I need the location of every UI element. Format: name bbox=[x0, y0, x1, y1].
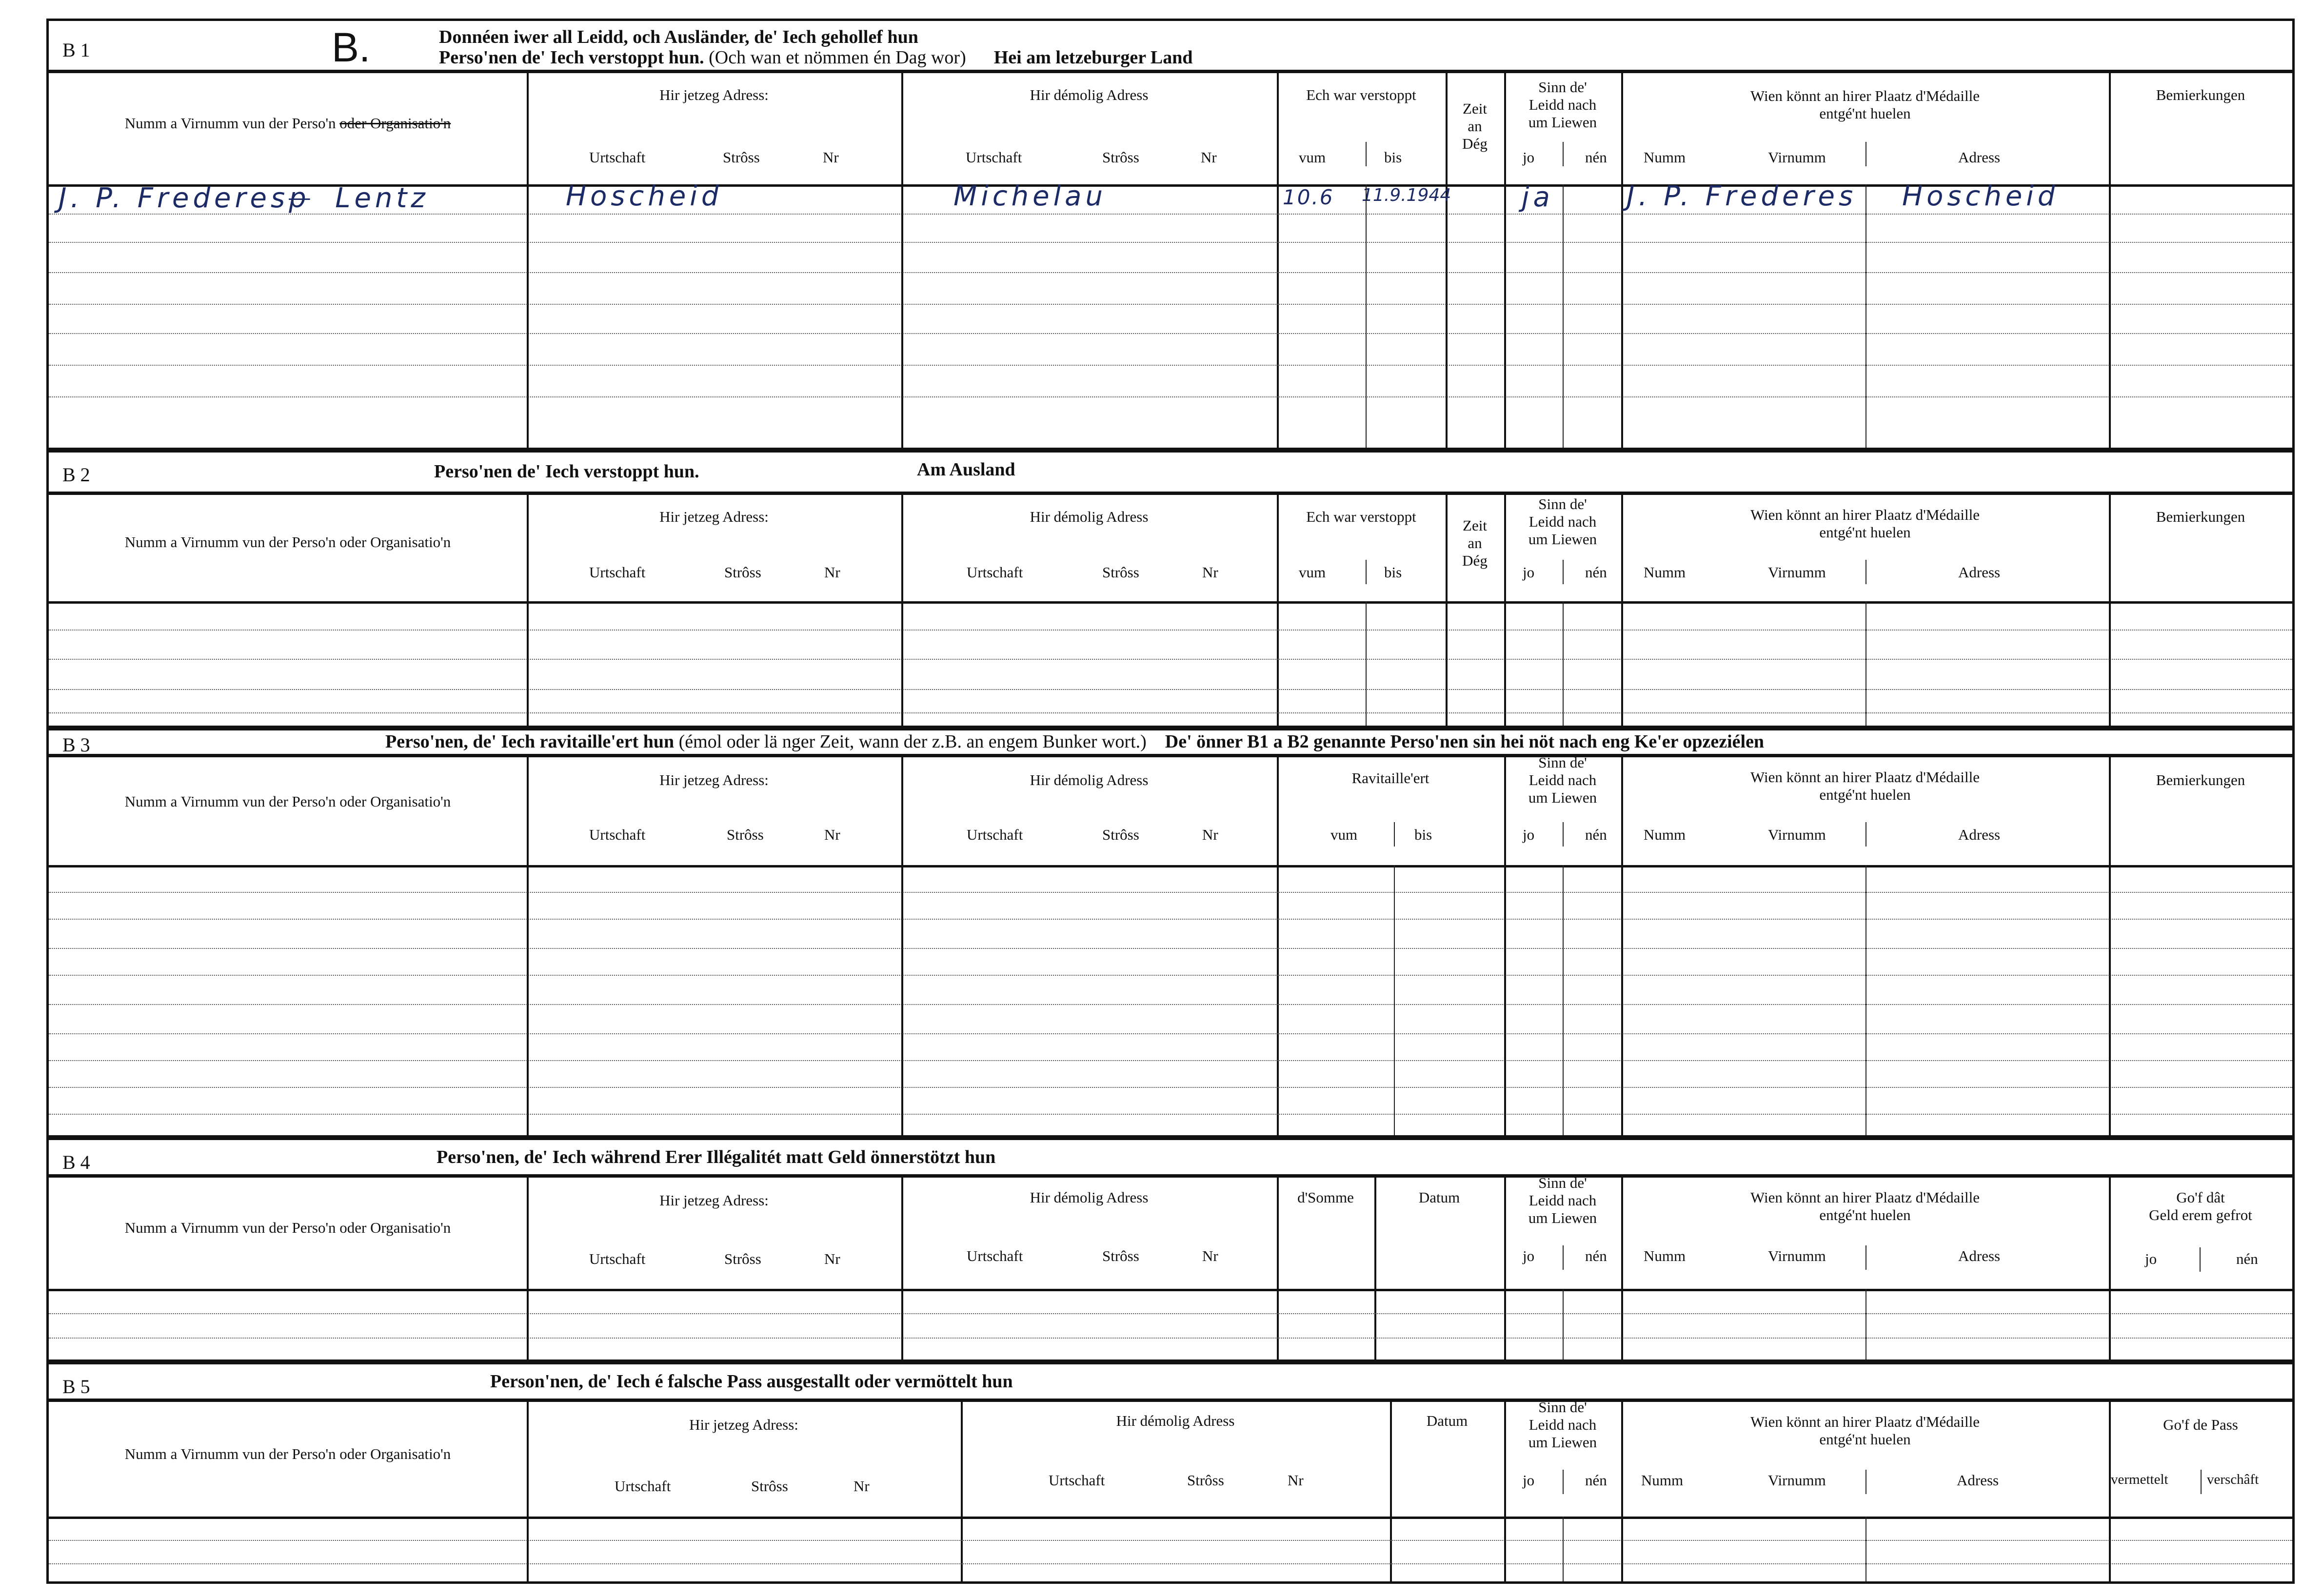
hw-medal-address: Hoscheid bbox=[1902, 180, 2059, 212]
section-b1 bbox=[46, 19, 2295, 450]
alive-header: Sinn de' Leidd nach um Liewen bbox=[1528, 1174, 1597, 1226]
subcolumn-separator bbox=[1563, 865, 1564, 1135]
to-label: bis bbox=[1414, 826, 1432, 843]
remarks-header: Bemierkungen bbox=[2156, 86, 2245, 103]
name-column-header: Numm a Virnumm vun der Perso'n oder Organisatio'n bbox=[124, 533, 451, 551]
current-address-header: Hir jetzeg Adress: bbox=[659, 771, 769, 788]
surname-label: Numm bbox=[1644, 564, 1686, 581]
medal-header: Wien könnt an hirer Plaatz d'Médaille entgé'nt huelen bbox=[1750, 506, 1980, 541]
section-title: Perso'nen, de' Iech ravitaille'ert hun (émol oder lä nger Zeit, wann der z.B. an engem Bunker wort.) De' önner B1 a B2 genannte Perso'nen sin hei nöt nach eng Ke'er opzeziélen bbox=[385, 731, 1765, 752]
no-label: nén bbox=[1585, 564, 1607, 581]
name-column-header: Numm a Virnumm vun der Perso'n oder Organisatio'n bbox=[124, 1445, 451, 1462]
yes-label: jo bbox=[1523, 1247, 1535, 1264]
former-address-header: Hir démolig Adress bbox=[1030, 771, 1149, 788]
nr-label: Nr bbox=[1201, 149, 1217, 166]
current-address-header: Hir jetzeg Adress: bbox=[659, 86, 769, 103]
no-label: nén bbox=[1585, 1247, 1607, 1264]
title-line-2: Perso'nen de' Iech verstoppt hun. (Och wan et nömmen én Dag wor) Hei am letzeburger Land bbox=[439, 47, 1193, 68]
town-label: Urtschaft bbox=[967, 826, 1023, 843]
section-title: Perso'nen de' Iech verstoppt hun. bbox=[434, 461, 699, 482]
town-label: Urtschaft bbox=[589, 564, 646, 581]
nr-label: Nr bbox=[824, 826, 840, 843]
subcolumn-separator bbox=[1366, 560, 1367, 584]
address-label: Adress bbox=[1958, 564, 2001, 581]
subcolumn-separator bbox=[1366, 601, 1367, 726]
street-label: Strôss bbox=[1102, 826, 1139, 843]
subcolumn-separator bbox=[1563, 822, 1564, 847]
town-label: Urtschaft bbox=[1049, 1472, 1105, 1489]
subcolumn-separator bbox=[1563, 1289, 1564, 1360]
section-letter: B. bbox=[332, 24, 371, 70]
current-address-header: Hir jetzeg Adress: bbox=[689, 1416, 798, 1433]
subcolumn-separator bbox=[1563, 560, 1564, 584]
sum-header: d'Somme bbox=[1297, 1189, 1354, 1206]
street-label: Strôss bbox=[723, 149, 760, 166]
section-b1-header bbox=[49, 21, 2292, 73]
issued-label: verschâft bbox=[2207, 1472, 2259, 1487]
section-b4-rows bbox=[49, 1289, 2292, 1360]
to-label: bis bbox=[1384, 149, 1402, 166]
section-b5-rows bbox=[49, 1517, 2292, 1581]
firstname-label: Virnumm bbox=[1768, 1247, 1826, 1264]
days-header: Zeit an Dég bbox=[1462, 100, 1488, 152]
former-address-header: Hir démolig Adress bbox=[1030, 86, 1149, 103]
yes-label: jo bbox=[1523, 564, 1535, 581]
no-label: nén bbox=[1585, 826, 1607, 843]
yes-label: jo bbox=[2145, 1250, 2157, 1267]
town-label: Urtschaft bbox=[589, 1250, 646, 1267]
medal-header: Wien könnt an hirer Plaatz d'Médaille entgé'nt huelen bbox=[1750, 1189, 1980, 1223]
town-label: Urtschaft bbox=[966, 149, 1022, 166]
subcolumn-separator bbox=[1865, 184, 1866, 448]
street-label: Strôss bbox=[727, 826, 764, 843]
money-returned-header: Go'f dât Geld erem gefrot bbox=[2149, 1189, 2252, 1223]
remarks-header: Bemierkungen bbox=[2156, 771, 2245, 788]
section-b2-rows bbox=[49, 601, 2292, 726]
date-header: Datum bbox=[1426, 1412, 1468, 1429]
firstname-label: Virnumm bbox=[1768, 1472, 1826, 1489]
yes-label: jo bbox=[1523, 149, 1535, 166]
section-title: Person'nen, de' Iech é falsche Pass ausgestallt oder vermöttelt hun bbox=[490, 1371, 1013, 1392]
column-header-row bbox=[49, 1399, 2292, 1519]
town-label: Urtschaft bbox=[589, 149, 646, 166]
mediated-label: vermettelt bbox=[2111, 1472, 2168, 1487]
days-header: Zeit an Dég bbox=[1462, 517, 1488, 569]
nr-label: Nr bbox=[824, 564, 840, 581]
name-column-header: Numm a Virnumm vun der Perso'n oder Organisatio'n bbox=[124, 115, 451, 132]
section-b2 bbox=[46, 450, 2295, 728]
hw-hidden-to: 11.9.1944 bbox=[1362, 185, 1451, 205]
subcolumn-separator bbox=[1563, 142, 1564, 166]
hw-hidden-from: 10.6 bbox=[1283, 185, 1334, 209]
supplied-header: Ravitaille'ert bbox=[1351, 769, 1429, 787]
town-label: Urtschaft bbox=[967, 564, 1023, 581]
nr-label: Nr bbox=[1202, 826, 1218, 843]
column-header-row bbox=[49, 754, 2292, 867]
nr-label: Nr bbox=[853, 1478, 870, 1495]
section-code: B 3 bbox=[62, 734, 90, 756]
section-b4 bbox=[46, 1138, 2295, 1362]
street-label: Strôss bbox=[1102, 564, 1139, 581]
address-label: Adress bbox=[1958, 826, 2001, 843]
street-label: Strôss bbox=[724, 1250, 761, 1267]
nr-label: Nr bbox=[1202, 564, 1218, 581]
subcolumn-separator bbox=[1865, 1289, 1866, 1360]
section-b5-header bbox=[49, 1364, 2292, 1402]
subcolumn-separator bbox=[1366, 184, 1367, 448]
street-label: Strôss bbox=[1102, 1247, 1139, 1264]
section-b3 bbox=[46, 728, 2295, 1138]
from-label: vum bbox=[1299, 149, 1326, 166]
subcolumn-separator bbox=[1366, 142, 1367, 166]
from-label: vum bbox=[1330, 826, 1358, 843]
nr-label: Nr bbox=[824, 1250, 840, 1267]
section-title: Perso'nen, de' Iech während Erer Illégalitét matt Geld önnerstötzt hun bbox=[437, 1147, 996, 1167]
subcolumn-separator bbox=[1394, 865, 1395, 1135]
subcolumn-separator bbox=[1865, 1517, 1866, 1581]
to-label: bis bbox=[1384, 564, 1402, 581]
firstname-label: Virnumm bbox=[1768, 564, 1826, 581]
pass-header: Go'f de Pass bbox=[2163, 1416, 2238, 1433]
hw-medal-name: J. P. Frederes bbox=[1627, 180, 1857, 212]
section-b5 bbox=[46, 1362, 2295, 1584]
address-label: Adress bbox=[1957, 1472, 1999, 1489]
subcolumn-separator bbox=[1394, 822, 1395, 847]
subcolumn-separator bbox=[1865, 601, 1866, 726]
street-label: Strôss bbox=[1102, 149, 1139, 166]
street-label: Strôss bbox=[1187, 1472, 1224, 1489]
column-header-row bbox=[49, 1174, 2292, 1291]
section-code: B 5 bbox=[62, 1376, 90, 1398]
section-b2-header bbox=[49, 453, 2292, 495]
hidden-period-header: Ech war verstoppt bbox=[1306, 508, 1416, 525]
title-line-1: Donnéen iwer all Leidd, och Ausländer, de' Iech gehollef hun bbox=[439, 27, 918, 47]
subcolumn-separator bbox=[1563, 1517, 1564, 1581]
subcolumn-separator bbox=[1563, 1245, 1564, 1270]
hw-current-town: Hoscheid bbox=[566, 180, 723, 212]
section-b1-rows bbox=[49, 180, 2292, 448]
surname-label: Numm bbox=[1644, 826, 1686, 843]
yes-label: jo bbox=[1523, 826, 1535, 843]
subcolumn-separator bbox=[1865, 865, 1866, 1135]
section-code: B 1 bbox=[62, 39, 90, 61]
yes-label: jo bbox=[1523, 1472, 1535, 1489]
subcolumn-separator bbox=[1865, 142, 1866, 166]
medal-header: Wien könnt an hirer Plaatz d'Médaille entgé'nt huelen bbox=[1750, 768, 1980, 803]
surname-label: Numm bbox=[1644, 1247, 1686, 1264]
alive-header: Sinn de' Leidd nach um Liewen bbox=[1528, 1399, 1597, 1451]
firstname-label: Virnumm bbox=[1768, 826, 1826, 843]
former-address-header: Hir démolig Adress bbox=[1030, 1189, 1149, 1206]
no-label: nén bbox=[2236, 1250, 2258, 1267]
date-header: Datum bbox=[1418, 1189, 1460, 1206]
medal-header: Wien könnt an hirer Plaatz d'Médaille entgé'nt huelen bbox=[1750, 87, 1980, 122]
former-address-header: Hir démolig Adress bbox=[1030, 508, 1149, 525]
current-address-header: Hir jetzeg Adress: bbox=[659, 1192, 769, 1209]
from-label: vum bbox=[1299, 564, 1326, 581]
column-header-row bbox=[49, 492, 2292, 604]
no-label: nén bbox=[1585, 149, 1607, 166]
subcolumn-separator bbox=[1865, 822, 1866, 847]
nr-label: Nr bbox=[1288, 1472, 1304, 1489]
subcolumn-separator bbox=[1865, 1470, 1866, 1494]
section-title-b: Am Ausland bbox=[917, 459, 1015, 480]
address-label: Adress bbox=[1958, 149, 2001, 166]
street-label: Strôss bbox=[724, 564, 761, 581]
subcolumn-separator bbox=[1563, 601, 1564, 726]
hw-former-town: Michelau bbox=[953, 180, 1107, 212]
section-title bbox=[439, 27, 1193, 68]
alive-header: Sinn de' Leidd nach um Liewen bbox=[1528, 79, 1597, 131]
former-address-header: Hir démolig Adress bbox=[1116, 1412, 1235, 1429]
subcolumn-separator bbox=[1865, 560, 1866, 584]
address-label: Adress bbox=[1958, 1247, 2001, 1264]
town-label: Urtschaft bbox=[967, 1247, 1023, 1264]
surname-label: Numm bbox=[1641, 1472, 1684, 1489]
alive-header: Sinn de' Leidd nach um Liewen bbox=[1528, 754, 1597, 806]
section-b3-rows bbox=[49, 865, 2292, 1135]
town-label: Urtschaft bbox=[589, 826, 646, 843]
section-b3-header bbox=[49, 730, 2292, 757]
hw-person-name: J. P. Frederesp Lentz bbox=[59, 182, 429, 214]
street-label: Strôss bbox=[751, 1478, 788, 1495]
section-b4-header bbox=[49, 1140, 2292, 1178]
section-code: B 4 bbox=[62, 1151, 90, 1173]
firstname-label: Virnumm bbox=[1768, 149, 1826, 166]
section-code: B 2 bbox=[62, 464, 90, 486]
column-header-row bbox=[49, 70, 2292, 187]
medal-header: Wien könnt an hirer Plaatz d'Médaille entgé'nt huelen bbox=[1750, 1413, 1980, 1448]
alive-header: Sinn de' Leidd nach um Liewen bbox=[1528, 495, 1597, 548]
subcolumn-separator bbox=[1865, 1245, 1866, 1270]
nr-label: Nr bbox=[823, 149, 839, 166]
subcolumn-separator bbox=[1563, 184, 1564, 448]
hidden-period-header: Ech war verstoppt bbox=[1306, 86, 1416, 103]
resistance-form bbox=[46, 19, 2295, 1584]
name-column-header: Numm a Virnumm vun der Perso'n oder Organisatio'n bbox=[124, 1219, 451, 1236]
no-label: nén bbox=[1585, 1472, 1607, 1489]
surname-label: Numm bbox=[1644, 149, 1686, 166]
town-label: Urtschaft bbox=[615, 1478, 671, 1495]
current-address-header: Hir jetzeg Adress: bbox=[659, 508, 769, 525]
name-column-header: Numm a Virnumm vun der Perso'n oder Organisatio'n bbox=[124, 793, 451, 810]
nr-label: Nr bbox=[1202, 1247, 1218, 1264]
remarks-header: Bemierkungen bbox=[2156, 508, 2245, 525]
hw-alive-yes: ja bbox=[1522, 181, 1554, 213]
subcolumn-separator bbox=[1563, 1470, 1564, 1494]
